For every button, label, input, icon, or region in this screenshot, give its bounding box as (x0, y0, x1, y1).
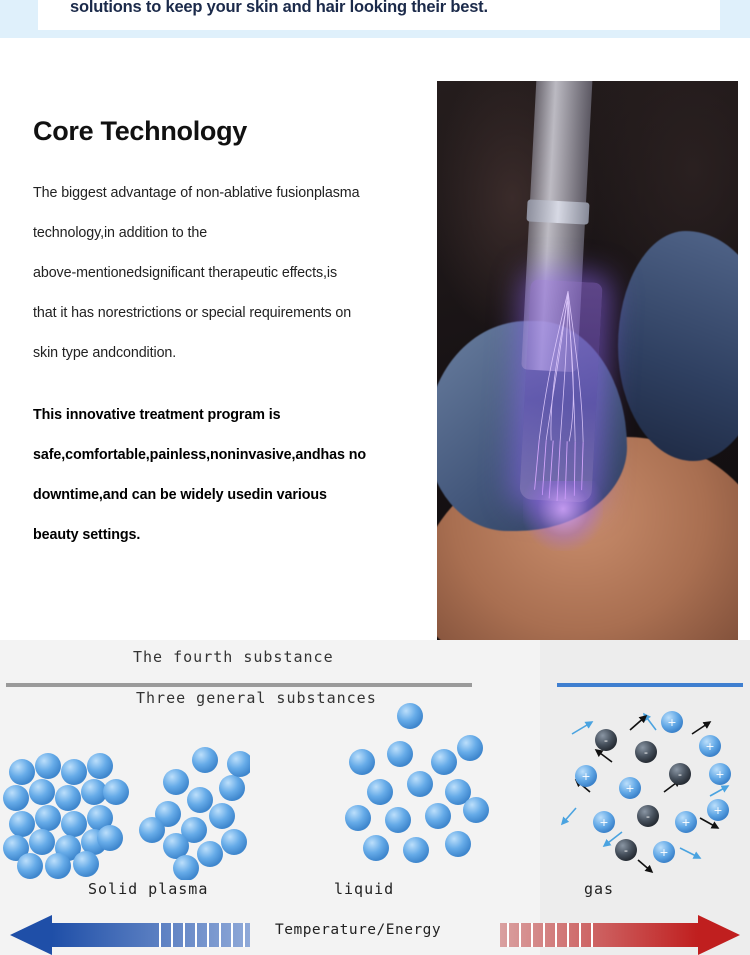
svg-text:+: + (681, 816, 691, 829)
state-group-solid (0, 730, 250, 885)
svg-text:-: - (644, 746, 648, 759)
liquid-particles-illustration (340, 700, 500, 880)
paragraph-line: The biggest advantage of non-ablative fusionplasma (33, 185, 360, 201)
states-of-matter-diagram (0, 640, 750, 955)
svg-text:+: + (715, 768, 725, 781)
svg-text:-: - (646, 810, 650, 823)
fourth-substance-label: The fourth substance (133, 648, 334, 666)
svg-text:+: + (659, 846, 669, 859)
paragraph-line-bold: downtime,and can be widely usedin various (33, 487, 327, 503)
state-group-gas-plasma (560, 700, 740, 885)
paragraph-line-bold: safe,comfortable,painless,noninvasive,andhas no (33, 447, 366, 463)
temperature-arrow-left (10, 915, 252, 955)
temperature-arrow-right (500, 915, 740, 955)
core-technology-section (0, 38, 750, 638)
state-label-solid: Solid plasma (88, 880, 209, 898)
paragraph-line: skin type andcondition. (33, 345, 177, 361)
top-banner (0, 0, 750, 38)
paragraph-line: technology,in addition to the (33, 225, 208, 241)
three-substances-rule (6, 683, 472, 687)
svg-text:+: + (667, 716, 677, 729)
svg-text:+: + (581, 770, 591, 783)
svg-text:+: + (599, 816, 609, 829)
paragraph-line: above-mentionedsignificant therapeutic effects,is (33, 265, 337, 281)
plasma-pen-treatment-photo (437, 81, 738, 667)
state-label-gas: gas (584, 880, 615, 898)
three-substances-label: Three general substances (136, 689, 377, 707)
paragraph-line-bold: This innovative treatment program is (33, 407, 281, 423)
svg-text:+: + (705, 740, 715, 753)
svg-text:-: - (624, 844, 628, 857)
temperature-energy-label: Temperature/Energy (275, 922, 442, 938)
photo-plasma-glow (523, 481, 603, 551)
state-label-liquid: liquid (334, 880, 395, 898)
svg-text:-: - (604, 734, 608, 747)
core-technology-body (33, 173, 423, 555)
fourth-substance-rule (557, 683, 743, 687)
plasma-particles-illustration (560, 700, 740, 880)
banner-text: solutions to keep your skin and hair looking their best. (70, 0, 488, 16)
paragraph-line: that it has norestrictions or special requirements on (33, 305, 352, 321)
svg-text:-: - (678, 768, 682, 781)
paragraph-spacer (33, 373, 423, 395)
svg-text:+: + (625, 782, 635, 795)
paragraph-line-bold: beauty settings. (33, 527, 141, 543)
state-group-liquid (340, 700, 500, 885)
page-title: Core Technology (33, 116, 248, 146)
photo-pen-ring (526, 199, 589, 224)
svg-text:+: + (713, 804, 723, 817)
solid-particles-illustration (0, 730, 250, 880)
